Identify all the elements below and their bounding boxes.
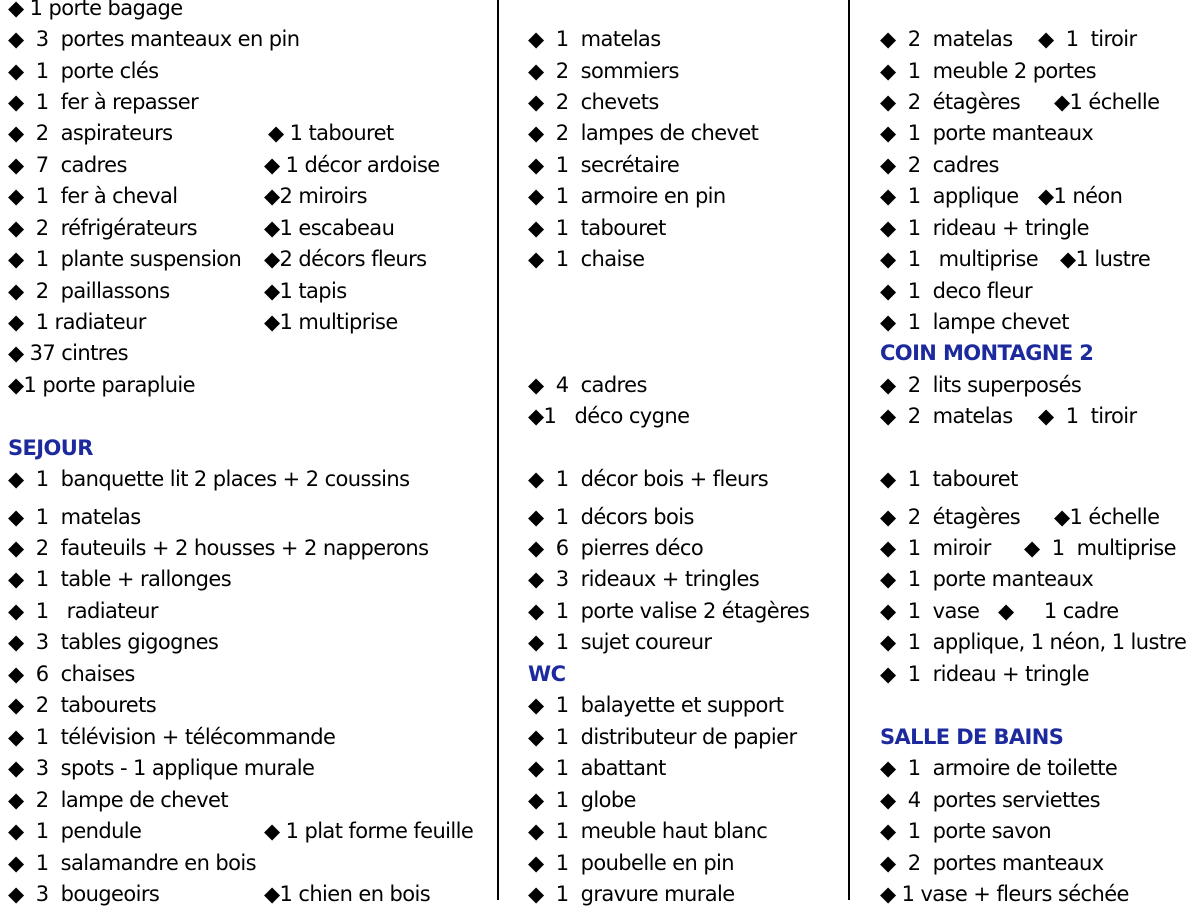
item-text: ◆ 2 aspirateurs: [8, 121, 173, 145]
item-text: ◆ 2 lits superposés: [880, 373, 1082, 397]
item-text: ◆ 6 pierres déco: [528, 536, 704, 560]
secondary-item-text: ◆ 1 cadre: [998, 599, 1119, 623]
secondary-item-text: ◆2 décors fleurs: [264, 247, 427, 271]
secondary-item-text: ◆1 multiprise: [264, 310, 398, 334]
item-text: ◆ 1 matelas: [528, 27, 661, 51]
item-text: COIN MONTAGNE 2: [880, 341, 1094, 365]
item-text: ◆ 4 portes serviettes: [880, 788, 1100, 812]
item-text: ◆ 1 distributeur de papier: [528, 725, 797, 749]
item-text: ◆ 1 salamandre en bois: [8, 851, 256, 875]
item-text: ◆ 2 fauteuils + 2 housses + 2 napperons: [8, 536, 429, 560]
item-text: ◆ 1 gravure murale: [528, 882, 735, 906]
column-divider-left: [497, 0, 499, 900]
item-text: ◆ 2 portes manteaux: [880, 851, 1104, 875]
secondary-item-text: ◆1 escabeau: [264, 216, 395, 240]
item-text: ◆ 1 plante suspension: [8, 247, 242, 271]
item-text: ◆ 2 paillassons: [8, 279, 170, 303]
item-text: ◆ 2 tabourets: [8, 693, 157, 717]
item-text: ◆ 1 télévision + télécommande: [8, 725, 336, 749]
item-text: ◆ 1 banquette lit 2 places + 2 coussins: [8, 467, 410, 491]
item-text: ◆ 2 cadres: [880, 153, 999, 177]
item-text: ◆ 2 réfrigérateurs: [8, 216, 197, 240]
item-text: ◆ 1 tabouret: [528, 216, 666, 240]
item-text: WC: [528, 662, 566, 686]
secondary-item-text: ◆1 tapis: [264, 279, 347, 303]
item-text: ◆ 1 tabouret: [880, 467, 1018, 491]
item-text: ◆ 3 bougeoirs: [8, 882, 160, 906]
item-text: ◆ 3 rideaux + tringles: [528, 567, 760, 591]
item-text: ◆ 1 armoire de toilette: [880, 756, 1118, 780]
item-text: ◆ 1 fer à cheval: [8, 184, 178, 208]
item-text: ◆ 1 vase + fleurs séchée: [880, 882, 1129, 906]
secondary-item-text: ◆ 1 multiprise: [1024, 536, 1176, 560]
item-text: ◆ 2 matelas: [880, 404, 1013, 428]
item-text: ◆ 1 globe: [528, 788, 636, 812]
item-text: ◆ 2 matelas: [880, 27, 1013, 51]
secondary-item-text: ◆1 chien en bois: [264, 882, 431, 906]
item-text: ◆ 37 cintres: [8, 341, 128, 365]
secondary-item-text: ◆ 1 décor ardoise: [264, 153, 440, 177]
secondary-item-text: ◆ 1 plat forme feuille: [264, 819, 474, 843]
item-text: ◆ 2 étagères: [880, 505, 1021, 529]
item-text: ◆1 porte parapluie: [8, 373, 195, 397]
item-text: ◆ 7 cadres: [8, 153, 127, 177]
item-text: ◆ 3 portes manteaux en pin: [8, 27, 300, 51]
item-text: ◆ 1 poubelle en pin: [528, 851, 734, 875]
item-text: ◆ 1 balayette et support: [528, 693, 784, 717]
item-text: ◆ 1 radiateur: [8, 310, 146, 334]
item-text: ◆ 6 chaises: [8, 662, 135, 686]
item-text: SEJOUR: [8, 436, 93, 460]
item-text: ◆1 déco cygne: [528, 404, 690, 428]
secondary-item-text: ◆1 lustre: [1060, 247, 1151, 271]
item-text: ◆ 1 porte savon: [880, 819, 1052, 843]
item-text: ◆ 1 meuble 2 portes: [880, 59, 1097, 83]
item-text: ◆ 1 applique, 1 néon, 1 lustre: [880, 630, 1187, 654]
item-text: ◆ 1 secrétaire: [528, 153, 680, 177]
item-text: ◆ 2 lampe de chevet: [8, 788, 228, 812]
item-text: ◆ 1 pendule: [8, 819, 142, 843]
secondary-item-text: ◆ 1 tiroir: [1038, 27, 1137, 51]
item-text: ◆ 1 applique: [880, 184, 1019, 208]
item-text: ◆ 1 multiprise: [880, 247, 1039, 271]
column-divider-right: [848, 0, 850, 900]
item-text: ◆ 1 vase: [880, 599, 980, 623]
item-text: ◆ 1 rideau + tringle: [880, 216, 1089, 240]
secondary-item-text: ◆ 1 tabouret: [268, 121, 394, 145]
item-text: ◆ 1 porte valise 2 étagères: [528, 599, 810, 623]
item-text: ◆ 1 porte bagage: [8, 0, 183, 20]
item-text: ◆ 1 miroir: [880, 536, 991, 560]
item-text: ◆ 1 rideau + tringle: [880, 662, 1089, 686]
item-text: ◆ 1 radiateur: [8, 599, 158, 623]
item-text: ◆ 1 porte clés: [8, 59, 159, 83]
item-text: ◆ 4 cadres: [528, 373, 647, 397]
item-text: ◆ 1 deco fleur: [880, 279, 1033, 303]
item-text: ◆ 1 porte manteaux: [880, 121, 1094, 145]
item-text: ◆ 1 porte manteaux: [880, 567, 1094, 591]
item-text: ◆ 1 meuble haut blanc: [528, 819, 768, 843]
item-text: ◆ 1 sujet coureur: [528, 630, 712, 654]
secondary-item-text: ◆1 échelle: [1054, 90, 1160, 114]
item-text: ◆ 3 spots - 1 applique murale: [8, 756, 315, 780]
secondary-item-text: ◆ 1 tiroir: [1038, 404, 1137, 428]
item-text: ◆ 2 lampes de chevet: [528, 121, 759, 145]
item-text: ◆ 1 matelas: [8, 505, 141, 529]
item-text: ◆ 3 tables gigognes: [8, 630, 219, 654]
item-text: ◆ 1 abattant: [528, 756, 666, 780]
item-text: ◆ 1 armoire en pin: [528, 184, 726, 208]
item-text: ◆ 1 lampe chevet: [880, 310, 1069, 334]
item-text: ◆ 1 chaise: [528, 247, 645, 271]
item-text: ◆ 1 décors bois: [528, 505, 694, 529]
item-text: ◆ 2 chevets: [528, 90, 659, 114]
item-text: ◆ 2 étagères: [880, 90, 1021, 114]
item-text: ◆ 1 table + rallonges: [8, 567, 232, 591]
item-text: ◆ 1 fer à repasser: [8, 90, 199, 114]
secondary-item-text: ◆1 néon: [1038, 184, 1123, 208]
secondary-item-text: ◆2 miroirs: [264, 184, 367, 208]
item-text: ◆ 2 sommiers: [528, 59, 679, 83]
item-text: SALLE DE BAINS: [880, 725, 1064, 749]
secondary-item-text: ◆1 échelle: [1054, 505, 1160, 529]
item-text: ◆ 1 décor bois + fleurs: [528, 467, 769, 491]
